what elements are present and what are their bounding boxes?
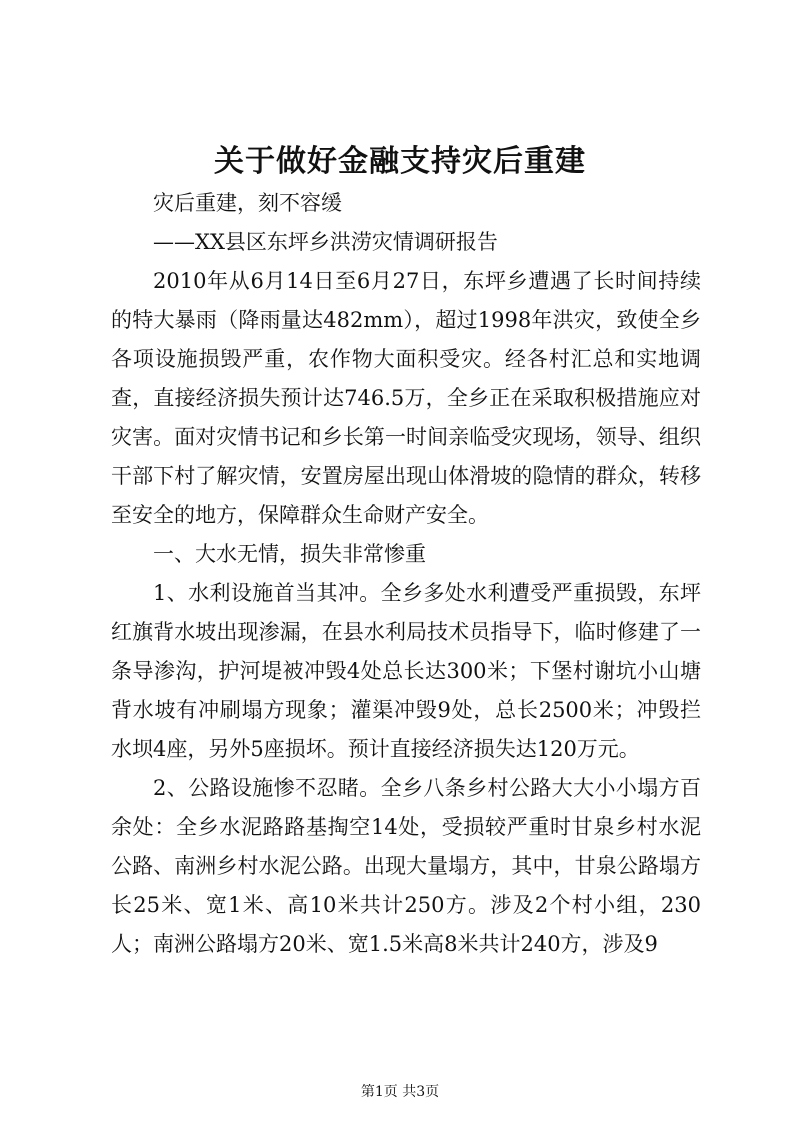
subtitle-line: 灾后重建，刻不容缓: [153, 191, 342, 215]
intro-paragraph: 2010年从6月14日至6月27日，东坪乡遭遇了长时间持续的特大暴雨（降雨量达482mm），超过1998年洪灾，致使全乡各项设施损毁严重，农作物大面积受灾。经各村汇总和实地调查，直接经济损失预计达746.5万，全乡正在采取积极措施应对灾害。面对灾情书记和乡长第一时间亲临受灾现场，领导、组织干部下村了解灾情，安置房屋出现山体滑坡的隐情的群众，转移至安全的地方，保障群众生命财产安全。: [111, 269, 701, 527]
section-heading: 一、大水无情，损失非常惨重: [153, 542, 426, 566]
document-title: 关于做好金融支持灾后重建: [214, 144, 586, 179]
report-subtitle: ——XX县区东坪乡洪涝灾情调研报告: [153, 230, 498, 254]
page-footer: 第1页 共3页: [360, 1084, 440, 1100]
road-facilities-paragraph: 2、公路设施惨不忍睹。全乡八条乡村公路大大小小塌方百余处：全乡水泥路路基掏空14处，受损较严重时甘泉乡村水泥公路、南洲乡村水泥公路。出现大量塌方，其中，甘泉公路塌方长25米、宽1米、高10米共计250方。涉及2个村小组，230人；南洲公路塌方20米、宽1.5米高8米共计240方，涉及9: [111, 776, 701, 956]
water-facilities-paragraph: 1、水利设施首当其冲。全乡多处水利遭受严重损毁，东坪红旗背水坡出现渗漏，在县水利局技术员指导下，临时修建了一条导渗沟，护河堤被冲毁4处总长达300米；下堡村谢坑小山塘背水坡有冲刷塌方现象；灌渠冲毁9处，总长2500米；冲毁拦水坝4座，另外5座损坏。预计直接经济损失达120万元。: [111, 581, 701, 761]
document-body: [111, 184, 701, 964]
